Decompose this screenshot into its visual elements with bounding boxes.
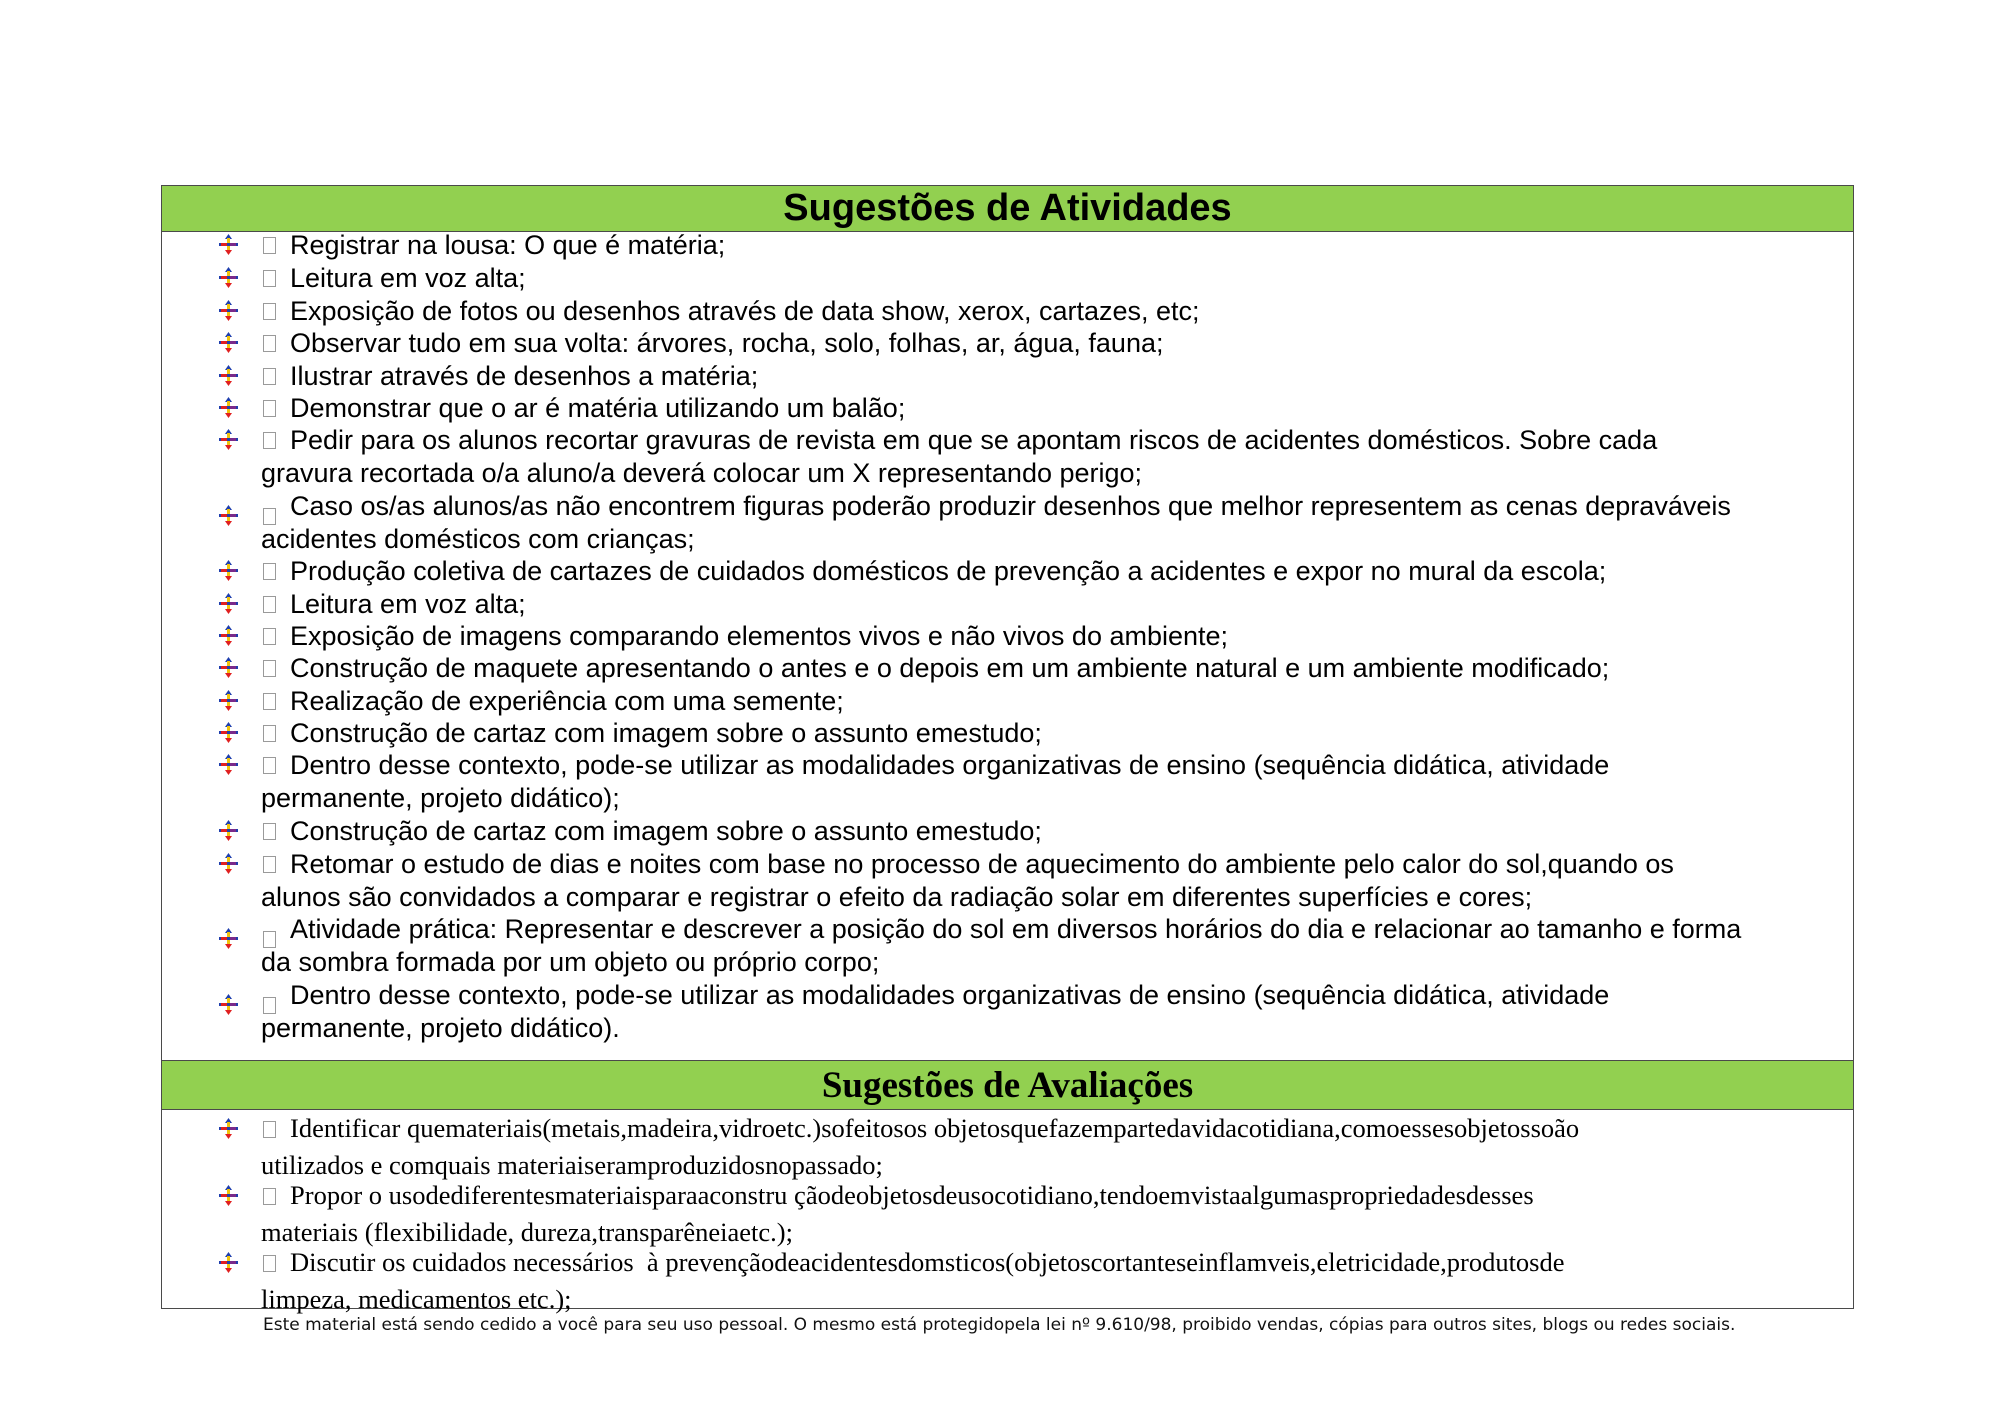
item-line-1: Construção de maquete apresentando o antes e o depois em um ambiente natural e um ambiente modificado; xyxy=(290,653,1610,683)
item-line-1: Identificar quemateriais(metais,madeira,vidroetc.)sofeitosos objetosquefazempartedavidacotidiana,comoessesobjetossoão xyxy=(290,1113,1580,1143)
copyright-footer: Este material está sendo cedido a você para seu uso pessoal. O mesmo está protegidopela lei nº 9.610/98, proibido vendas, cópias para outros sites, blogs ou redes sociais. xyxy=(263,1315,1736,1335)
four-color-arrow-bullet-icon xyxy=(218,1252,239,1273)
four-color-arrow-bullet-icon xyxy=(218,332,239,353)
four-color-arrow-bullet-icon xyxy=(218,994,239,1015)
four-color-arrow-bullet-icon xyxy=(218,267,239,288)
four-color-arrow-bullet-icon xyxy=(218,1185,239,1206)
four-color-arrow-bullet-icon xyxy=(218,690,239,711)
activities-table xyxy=(161,185,1854,1314)
four-color-arrow-bullet-icon xyxy=(218,625,239,646)
item-line-1: Observar tudo em sua volta: árvores, rocha, solo, folhas, ar, água, fauna; xyxy=(290,328,1164,358)
four-color-arrow-bullet-icon xyxy=(218,234,239,255)
item-text xyxy=(261,360,1856,393)
four-color-arrow-bullet-icon xyxy=(218,397,239,418)
item-line-2: da sombra formada por um objeto ou próprio corpo; xyxy=(261,946,880,977)
item-line-1: Pedir para os alunos recortar gravuras de revista em que se apontam riscos de acidentes domésticos. Sobre cada xyxy=(290,425,1658,455)
item-line-2: permanente, projeto didático). xyxy=(261,1012,620,1043)
item-line-1: Exposição de imagens comparando elementos vivos e não vivos do ambiente; xyxy=(290,621,1229,651)
item-text xyxy=(261,1244,1856,1318)
item-line-1: Dentro desse contexto, pode-se utilizar as modalidades organizativas de ensino (sequência didática, atividade xyxy=(290,750,1610,780)
item-line-1: Produção coletiva de cartazes de cuidados domésticos de prevenção a acidentes e expor no mural da escola; xyxy=(290,556,1607,586)
item-text xyxy=(261,848,1856,913)
item-text xyxy=(261,717,1856,750)
item-line-2: acidentes domésticos com crianças; xyxy=(261,523,695,554)
item-line-1: Caso os/as alunos/as não encontrem figuras poderão produzir desenhos que melhor representem as cenas depraváveis xyxy=(290,491,1731,521)
item-line-1: Leitura em voz alta; xyxy=(290,263,526,293)
four-color-arrow-bullet-icon xyxy=(218,820,239,841)
item-line-1: Retomar o estudo de dias e noites com base no processo de aquecimento do ambiente pelo calor do sol,quando os xyxy=(290,849,1674,879)
item-line-1: Demonstrar que o ar é matéria utilizando um balão; xyxy=(290,393,906,423)
four-color-arrow-bullet-icon xyxy=(218,429,239,450)
item-text xyxy=(261,979,1856,1044)
four-color-arrow-bullet-icon xyxy=(218,1118,239,1139)
item-text xyxy=(261,685,1856,718)
item-line-1: Atividade prática: Representar e descrever a posição do sol em diversos horários do dia e relacionar ao tamanho e forma xyxy=(290,914,1742,944)
item-text xyxy=(261,490,1856,555)
item-text xyxy=(261,229,1856,262)
activities-title: Sugestões de Atividades xyxy=(162,186,1853,232)
item-line-1: Propor o usodediferentesmateriaisparaaconstru çãodeobjetosdeusocotidiano,tendoemvistaalgumaspropriedadesdesses xyxy=(290,1180,1534,1210)
item-text xyxy=(261,913,1856,978)
four-color-arrow-bullet-icon xyxy=(218,505,239,526)
item-text xyxy=(261,588,1856,621)
item-line-1: Exposição de fotos ou desenhos através de data show, xerox, cartazes, etc; xyxy=(290,296,1200,326)
item-line-2: gravura recortada o/a aluno/a deverá colocar um X representando perigo; xyxy=(261,457,1143,488)
item-text xyxy=(261,424,1856,489)
item-line-1: Dentro desse contexto, pode-se utilizar as modalidades organizativas de ensino (sequência didática, atividade xyxy=(290,980,1610,1010)
item-line-2: materiais (flexibilidade, dureza,transparêneiaetc.); xyxy=(261,1217,793,1247)
item-line-1: Construção de cartaz com imagem sobre o assunto emestudo; xyxy=(290,816,1042,846)
four-color-arrow-bullet-icon xyxy=(218,853,239,874)
item-line-2: alunos são convidados a comparar e registrar o efeito da radiação solar em diferentes superfícies e cores; xyxy=(261,881,1533,912)
item-line-1: Realização de experiência com uma semente; xyxy=(290,686,844,716)
four-color-arrow-bullet-icon xyxy=(218,657,239,678)
item-text xyxy=(261,620,1856,653)
item-line-2: limpeza, medicamentos etc.); xyxy=(261,1284,572,1314)
item-line-1: Discutir os cuidados necessários à prevençãodeacidentesdomsticos(objetoscortanteseinflamveis,eletricidade,produtosde xyxy=(290,1247,1565,1277)
item-line-2: permanente, projeto didático); xyxy=(261,782,620,813)
item-text xyxy=(261,1110,1856,1184)
item-text xyxy=(261,262,1856,295)
four-color-arrow-bullet-icon xyxy=(218,928,239,949)
item-line-1: Leitura em voz alta; xyxy=(290,589,526,619)
item-text xyxy=(261,815,1856,848)
item-text xyxy=(261,392,1856,425)
four-color-arrow-bullet-icon xyxy=(218,722,239,743)
four-color-arrow-bullet-icon xyxy=(218,365,239,386)
item-text xyxy=(261,555,1856,588)
four-color-arrow-bullet-icon xyxy=(218,560,239,581)
four-color-arrow-bullet-icon xyxy=(218,754,239,775)
evaluations-title: Sugestões de Avaliações xyxy=(162,1060,1853,1110)
four-color-arrow-bullet-icon xyxy=(218,300,239,321)
item-line-1: Construção de cartaz com imagem sobre o assunto emestudo; xyxy=(290,718,1042,748)
item-line-2: utilizados e comquais materiaiseramproduzidosnopassado; xyxy=(261,1150,883,1180)
item-text xyxy=(261,1177,1856,1251)
item-text xyxy=(261,652,1856,685)
item-text xyxy=(261,749,1856,814)
item-line-1: Ilustrar através de desenhos a matéria; xyxy=(290,361,759,391)
item-text xyxy=(261,295,1856,328)
item-line-1: Registrar na lousa: O que é matéria; xyxy=(290,230,726,260)
item-text xyxy=(261,327,1856,360)
four-color-arrow-bullet-icon xyxy=(218,593,239,614)
